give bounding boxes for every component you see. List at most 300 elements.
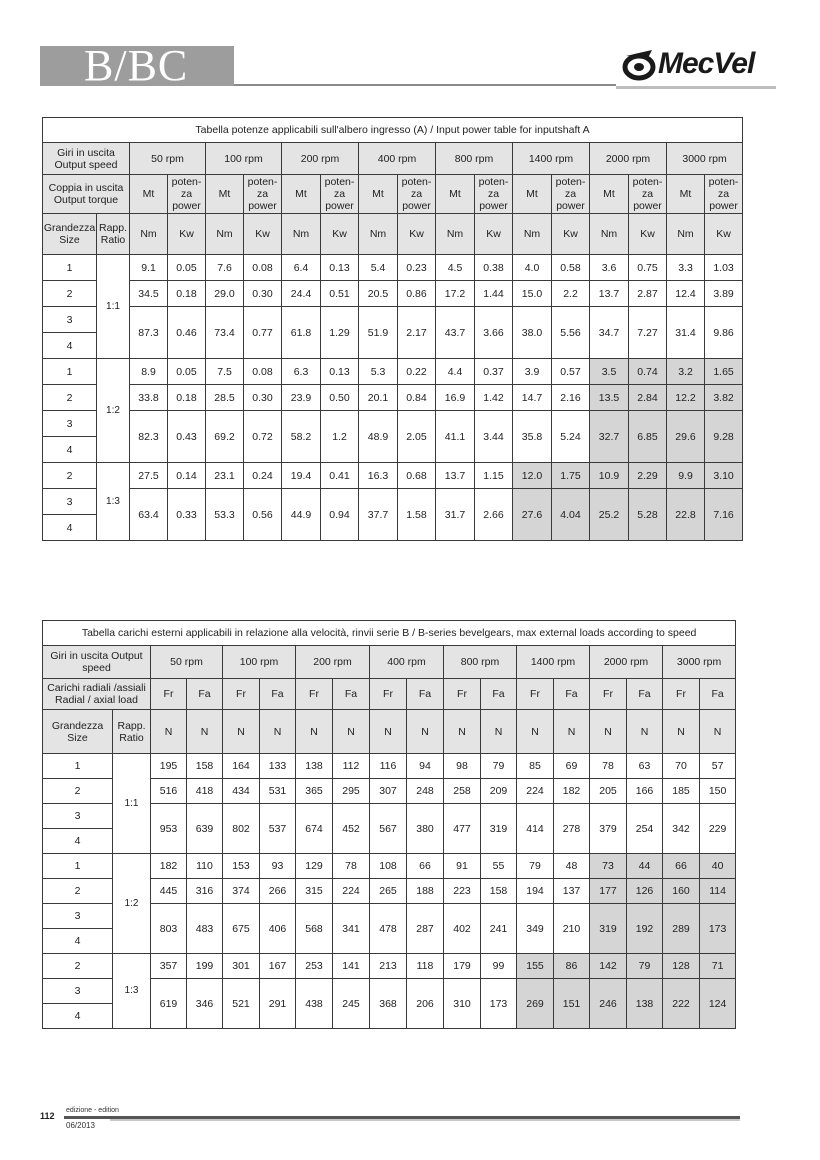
ratio-cell: 1:1	[97, 255, 130, 359]
page-number: 112	[40, 1111, 55, 1121]
size-cell: 2	[43, 779, 113, 804]
sub-header-a: Mt	[282, 175, 321, 214]
page-title: B/BC	[84, 41, 189, 90]
value-cell: 953	[151, 804, 187, 854]
value-cell: 155	[517, 954, 554, 979]
value-cell: 86	[554, 954, 590, 979]
value-cell: 78	[590, 754, 627, 779]
unit-a: Nm	[590, 214, 629, 255]
value-cell: 61.8	[282, 307, 321, 359]
value-cell: 0.14	[168, 463, 206, 489]
value-cell: 349	[517, 904, 554, 954]
sub-header-a: Fr	[296, 679, 333, 710]
value-cell: 15.0	[513, 281, 552, 307]
value-cell: 7.6	[206, 255, 244, 281]
size-cell: 1	[43, 854, 113, 879]
sub-header-b: Fa	[627, 679, 663, 710]
value-cell: 1.42	[475, 385, 513, 411]
value-cell: 246	[590, 979, 627, 1029]
value-cell: 402	[444, 904, 481, 954]
ratio-cell: 1:3	[97, 463, 130, 541]
value-cell: 166	[627, 779, 663, 804]
value-cell: 57	[700, 754, 736, 779]
sub-header-a: Mt	[436, 175, 475, 214]
torque-header: Carichi radiali /assiali Radial / axial load	[43, 679, 151, 710]
value-cell: 3.44	[475, 411, 513, 463]
size-cell: 3	[43, 804, 113, 829]
value-cell: 73	[590, 854, 627, 879]
value-cell: 129	[296, 854, 333, 879]
value-cell: 3.10	[705, 463, 743, 489]
size-cell: 1	[43, 754, 113, 779]
value-cell: 179	[444, 954, 481, 979]
value-cell: 1.44	[475, 281, 513, 307]
value-cell: 31.4	[667, 307, 705, 359]
value-cell: 48.9	[359, 411, 398, 463]
value-cell: 29.0	[206, 281, 244, 307]
value-cell: 0.18	[168, 385, 206, 411]
value-cell: 182	[151, 854, 187, 879]
value-cell: 69	[554, 754, 590, 779]
value-cell: 22.8	[667, 489, 705, 541]
value-cell: 2.16	[552, 385, 590, 411]
value-cell: 63	[627, 754, 663, 779]
value-cell: 160	[663, 879, 700, 904]
unit-b: Kw	[475, 214, 513, 255]
value-cell: 194	[517, 879, 554, 904]
value-cell: 0.58	[552, 255, 590, 281]
value-cell: 19.4	[282, 463, 321, 489]
value-cell: 310	[444, 979, 481, 1029]
value-cell: 182	[554, 779, 590, 804]
speed-col-header: 2000 rpm	[590, 646, 663, 679]
value-cell: 116	[370, 754, 407, 779]
value-cell: 266	[260, 879, 296, 904]
value-cell: 38.0	[513, 307, 552, 359]
value-cell: 195	[151, 754, 187, 779]
size-cell: 2	[43, 879, 113, 904]
value-cell: 675	[223, 904, 260, 954]
value-cell: 98	[444, 754, 481, 779]
value-cell: 27.5	[130, 463, 168, 489]
value-cell: 28.5	[206, 385, 244, 411]
sub-header-a: Mt	[206, 175, 244, 214]
value-cell: 0.33	[168, 489, 206, 541]
value-cell: 6.3	[282, 359, 321, 385]
speed-col-header: 800 rpm	[436, 143, 513, 175]
value-cell: 295	[333, 779, 370, 804]
ratio-cell: 1:2	[97, 359, 130, 463]
value-cell: 167	[260, 954, 296, 979]
value-cell: 16.9	[436, 385, 475, 411]
value-cell: 803	[151, 904, 187, 954]
sub-header-b: Fa	[333, 679, 370, 710]
sub-header-a: Mt	[667, 175, 705, 214]
value-cell: 0.38	[475, 255, 513, 281]
value-cell: 43.7	[436, 307, 475, 359]
value-cell: 3.82	[705, 385, 743, 411]
value-cell: 516	[151, 779, 187, 804]
sub-header-a: Mt	[590, 175, 629, 214]
value-cell: 5.3	[359, 359, 398, 385]
unit-a: Nm	[130, 214, 168, 255]
value-cell: 0.24	[244, 463, 282, 489]
size-cell: 3	[43, 904, 113, 929]
value-cell: 0.43	[168, 411, 206, 463]
value-cell: 20.1	[359, 385, 398, 411]
value-cell: 192	[627, 904, 663, 954]
unit-b: Kw	[321, 214, 359, 255]
value-cell: 93	[260, 854, 296, 879]
value-cell: 12.4	[667, 281, 705, 307]
value-cell: 639	[187, 804, 223, 854]
value-cell: 210	[554, 904, 590, 954]
value-cell: 124	[700, 979, 736, 1029]
sub-header-b: Fa	[700, 679, 736, 710]
value-cell: 1.65	[705, 359, 743, 385]
value-cell: 5.24	[552, 411, 590, 463]
value-cell: 0.56	[244, 489, 282, 541]
value-cell: 1.2	[321, 411, 359, 463]
value-cell: 445	[151, 879, 187, 904]
value-cell: 173	[700, 904, 736, 954]
value-cell: 7.27	[629, 307, 667, 359]
value-cell: 3.5	[590, 359, 629, 385]
external-loads-table	[42, 620, 736, 1029]
value-cell: 94	[407, 754, 444, 779]
speed-col-header: 200 rpm	[296, 646, 370, 679]
header-rule	[234, 84, 616, 86]
value-cell: 316	[187, 879, 223, 904]
unit-a: Nm	[206, 214, 244, 255]
speed-col-header: 200 rpm	[282, 143, 359, 175]
unit-a: N	[223, 710, 260, 754]
value-cell: 2.05	[398, 411, 436, 463]
value-cell: 0.50	[321, 385, 359, 411]
value-cell: 0.41	[321, 463, 359, 489]
sub-header-b: poten- za power	[475, 175, 513, 214]
value-cell: 164	[223, 754, 260, 779]
unit-b: N	[481, 710, 517, 754]
speed-col-header: 800 rpm	[444, 646, 517, 679]
speed-col-header: 50 rpm	[130, 143, 206, 175]
size-cell: 4	[43, 515, 97, 541]
speed-col-header: 100 rpm	[206, 143, 282, 175]
size-cell: 2	[43, 385, 97, 411]
unit-b: Kw	[168, 214, 206, 255]
unit-b: Kw	[705, 214, 743, 255]
value-cell: 32.7	[590, 411, 629, 463]
value-cell: 0.37	[475, 359, 513, 385]
table-caption: Tabella carichi esterni applicabili in relazione alla velocità, rinvii serie B / B-series bevelgears, max external loads according to speed	[43, 621, 736, 646]
sub-header-b: Fa	[187, 679, 223, 710]
value-cell: 0.22	[398, 359, 436, 385]
value-cell: 6.4	[282, 255, 321, 281]
value-cell: 1.15	[475, 463, 513, 489]
value-cell: 114	[700, 879, 736, 904]
size-header: Grandezza Size	[43, 710, 113, 754]
value-cell: 41.1	[436, 411, 475, 463]
sub-header-b: Fa	[554, 679, 590, 710]
value-cell: 4.4	[436, 359, 475, 385]
value-cell: 229	[700, 804, 736, 854]
value-cell: 357	[151, 954, 187, 979]
value-cell: 137	[554, 879, 590, 904]
value-cell: 206	[407, 979, 444, 1029]
value-cell: 173	[481, 979, 517, 1029]
value-cell: 0.13	[321, 359, 359, 385]
value-cell: 802	[223, 804, 260, 854]
value-cell: 0.05	[168, 359, 206, 385]
value-cell: 222	[663, 979, 700, 1029]
value-cell: 66	[407, 854, 444, 879]
value-cell: 158	[481, 879, 517, 904]
size-cell: 3	[43, 979, 113, 1004]
value-cell: 14.7	[513, 385, 552, 411]
value-cell: 23.1	[206, 463, 244, 489]
value-cell: 478	[370, 904, 407, 954]
speed-col-header: 400 rpm	[370, 646, 444, 679]
value-cell: 69.2	[206, 411, 244, 463]
value-cell: 291	[260, 979, 296, 1029]
value-cell: 379	[590, 804, 627, 854]
size-cell: 3	[43, 307, 97, 333]
unit-a: Nm	[359, 214, 398, 255]
value-cell: 151	[554, 979, 590, 1029]
value-cell: 87.3	[130, 307, 168, 359]
sub-header-b: poten- za power	[398, 175, 436, 214]
value-cell: 241	[481, 904, 517, 954]
size-cell: 2	[43, 954, 113, 979]
size-cell: 4	[43, 1004, 113, 1029]
value-cell: 128	[663, 954, 700, 979]
sub-header-a: Fr	[517, 679, 554, 710]
ratio-header: Rapp. Ratio	[97, 214, 130, 255]
value-cell: 73.4	[206, 307, 244, 359]
size-header: Grandezza Size	[43, 214, 97, 255]
value-cell: 223	[444, 879, 481, 904]
value-cell: 44.9	[282, 489, 321, 541]
unit-a: N	[663, 710, 700, 754]
sub-header-a: Fr	[590, 679, 627, 710]
value-cell: 37.7	[359, 489, 398, 541]
value-cell: 0.94	[321, 489, 359, 541]
unit-a: Nm	[513, 214, 552, 255]
value-cell: 85	[517, 754, 554, 779]
value-cell: 0.86	[398, 281, 436, 307]
value-cell: 177	[590, 879, 627, 904]
value-cell: 150	[700, 779, 736, 804]
speed-col-header: 3000 rpm	[663, 646, 736, 679]
unit-b: Kw	[398, 214, 436, 255]
value-cell: 118	[407, 954, 444, 979]
value-cell: 13.7	[436, 463, 475, 489]
value-cell: 25.2	[590, 489, 629, 541]
value-cell: 0.74	[629, 359, 667, 385]
value-cell: 2.87	[629, 281, 667, 307]
sub-header-a: Fr	[223, 679, 260, 710]
unit-b: Kw	[629, 214, 667, 255]
unit-b: N	[407, 710, 444, 754]
sub-header-a: Fr	[151, 679, 187, 710]
ratio-header: Rapp. Ratio	[113, 710, 151, 754]
value-cell: 13.5	[590, 385, 629, 411]
value-cell: 1.75	[552, 463, 590, 489]
value-cell: 0.51	[321, 281, 359, 307]
value-cell: 406	[260, 904, 296, 954]
value-cell: 368	[370, 979, 407, 1029]
value-cell: 0.77	[244, 307, 282, 359]
unit-b: N	[627, 710, 663, 754]
value-cell: 0.46	[168, 307, 206, 359]
value-cell: 0.68	[398, 463, 436, 489]
value-cell: 674	[296, 804, 333, 854]
value-cell: 3.89	[705, 281, 743, 307]
speed-col-header: 100 rpm	[223, 646, 296, 679]
value-cell: 126	[627, 879, 663, 904]
size-cell: 4	[43, 437, 97, 463]
value-cell: 71	[700, 954, 736, 979]
value-cell: 3.3	[667, 255, 705, 281]
unit-a: N	[370, 710, 407, 754]
value-cell: 78	[333, 854, 370, 879]
value-cell: 365	[296, 779, 333, 804]
unit-b: Kw	[244, 214, 282, 255]
value-cell: 265	[370, 879, 407, 904]
value-cell: 53.3	[206, 489, 244, 541]
sub-header-b: Fa	[260, 679, 296, 710]
torque-header: Coppia in uscita Output torque	[43, 175, 130, 214]
header-rule-right	[616, 86, 776, 89]
value-cell: 63.4	[130, 489, 168, 541]
value-cell: 224	[517, 779, 554, 804]
value-cell: 27.6	[513, 489, 552, 541]
sub-header-a: Mt	[130, 175, 168, 214]
value-cell: 1.58	[398, 489, 436, 541]
value-cell: 24.4	[282, 281, 321, 307]
value-cell: 380	[407, 804, 444, 854]
sub-header-b: poten- za power	[321, 175, 359, 214]
value-cell: 13.7	[590, 281, 629, 307]
sub-header-b: poten- za power	[244, 175, 282, 214]
value-cell: 10.9	[590, 463, 629, 489]
speed-col-header: 2000 rpm	[590, 143, 667, 175]
brand-logo	[622, 44, 772, 84]
value-cell: 414	[517, 804, 554, 854]
value-cell: 452	[333, 804, 370, 854]
value-cell: 434	[223, 779, 260, 804]
value-cell: 40	[700, 854, 736, 879]
value-cell: 307	[370, 779, 407, 804]
value-cell: 0.08	[244, 359, 282, 385]
value-cell: 3.2	[667, 359, 705, 385]
unit-a: Nm	[282, 214, 321, 255]
value-cell: 269	[517, 979, 554, 1029]
value-cell: 253	[296, 954, 333, 979]
value-cell: 5.4	[359, 255, 398, 281]
value-cell: 374	[223, 879, 260, 904]
value-cell: 7.16	[705, 489, 743, 541]
value-cell: 16.3	[359, 463, 398, 489]
value-cell: 289	[663, 904, 700, 954]
value-cell: 4.0	[513, 255, 552, 281]
unit-a: N	[296, 710, 333, 754]
value-cell: 2.17	[398, 307, 436, 359]
unit-a: N	[517, 710, 554, 754]
value-cell: 6.85	[629, 411, 667, 463]
value-cell: 1.03	[705, 255, 743, 281]
value-cell: 346	[187, 979, 223, 1029]
unit-a: Nm	[436, 214, 475, 255]
speed-col-header: 50 rpm	[151, 646, 223, 679]
value-cell: 1.29	[321, 307, 359, 359]
speed-header: Giri in uscita Output speed	[43, 143, 130, 175]
value-cell: 342	[663, 804, 700, 854]
value-cell: 619	[151, 979, 187, 1029]
size-cell: 3	[43, 411, 97, 437]
value-cell: 0.72	[244, 411, 282, 463]
size-cell: 4	[43, 829, 113, 854]
sub-header-a: Mt	[359, 175, 398, 214]
unit-b: N	[260, 710, 296, 754]
value-cell: 531	[260, 779, 296, 804]
value-cell: 44	[627, 854, 663, 879]
sub-header-a: Mt	[513, 175, 552, 214]
value-cell: 0.23	[398, 255, 436, 281]
sub-header-b: Fa	[407, 679, 444, 710]
value-cell: 0.30	[244, 385, 282, 411]
value-cell: 108	[370, 854, 407, 879]
table-caption: Tabella potenze applicabili sull'albero ingresso (A) / Input power table for inputshaft A	[43, 118, 743, 143]
footer-rule-light	[110, 1119, 740, 1121]
value-cell: 0.18	[168, 281, 206, 307]
size-cell: 2	[43, 281, 97, 307]
value-cell: 58.2	[282, 411, 321, 463]
speed-col-header: 3000 rpm	[667, 143, 743, 175]
value-cell: 3.9	[513, 359, 552, 385]
value-cell: 142	[590, 954, 627, 979]
value-cell: 341	[333, 904, 370, 954]
value-cell: 66	[663, 854, 700, 879]
value-cell: 319	[590, 904, 627, 954]
value-cell: 3.6	[590, 255, 629, 281]
value-cell: 278	[554, 804, 590, 854]
value-cell: 438	[296, 979, 333, 1029]
value-cell: 245	[333, 979, 370, 1029]
value-cell: 185	[663, 779, 700, 804]
value-cell: 205	[590, 779, 627, 804]
value-cell: 319	[481, 804, 517, 854]
value-cell: 2.29	[629, 463, 667, 489]
size-cell: 4	[43, 929, 113, 954]
value-cell: 8.9	[130, 359, 168, 385]
value-cell: 315	[296, 879, 333, 904]
value-cell: 3.66	[475, 307, 513, 359]
size-cell: 3	[43, 489, 97, 515]
value-cell: 7.5	[206, 359, 244, 385]
value-cell: 4.5	[436, 255, 475, 281]
value-cell: 70	[663, 754, 700, 779]
value-cell: 0.30	[244, 281, 282, 307]
value-cell: 254	[627, 804, 663, 854]
value-cell: 301	[223, 954, 260, 979]
value-cell: 51.9	[359, 307, 398, 359]
unit-b: N	[554, 710, 590, 754]
size-cell: 1	[43, 359, 97, 385]
value-cell: 33.8	[130, 385, 168, 411]
value-cell: 138	[627, 979, 663, 1029]
value-cell: 79	[627, 954, 663, 979]
